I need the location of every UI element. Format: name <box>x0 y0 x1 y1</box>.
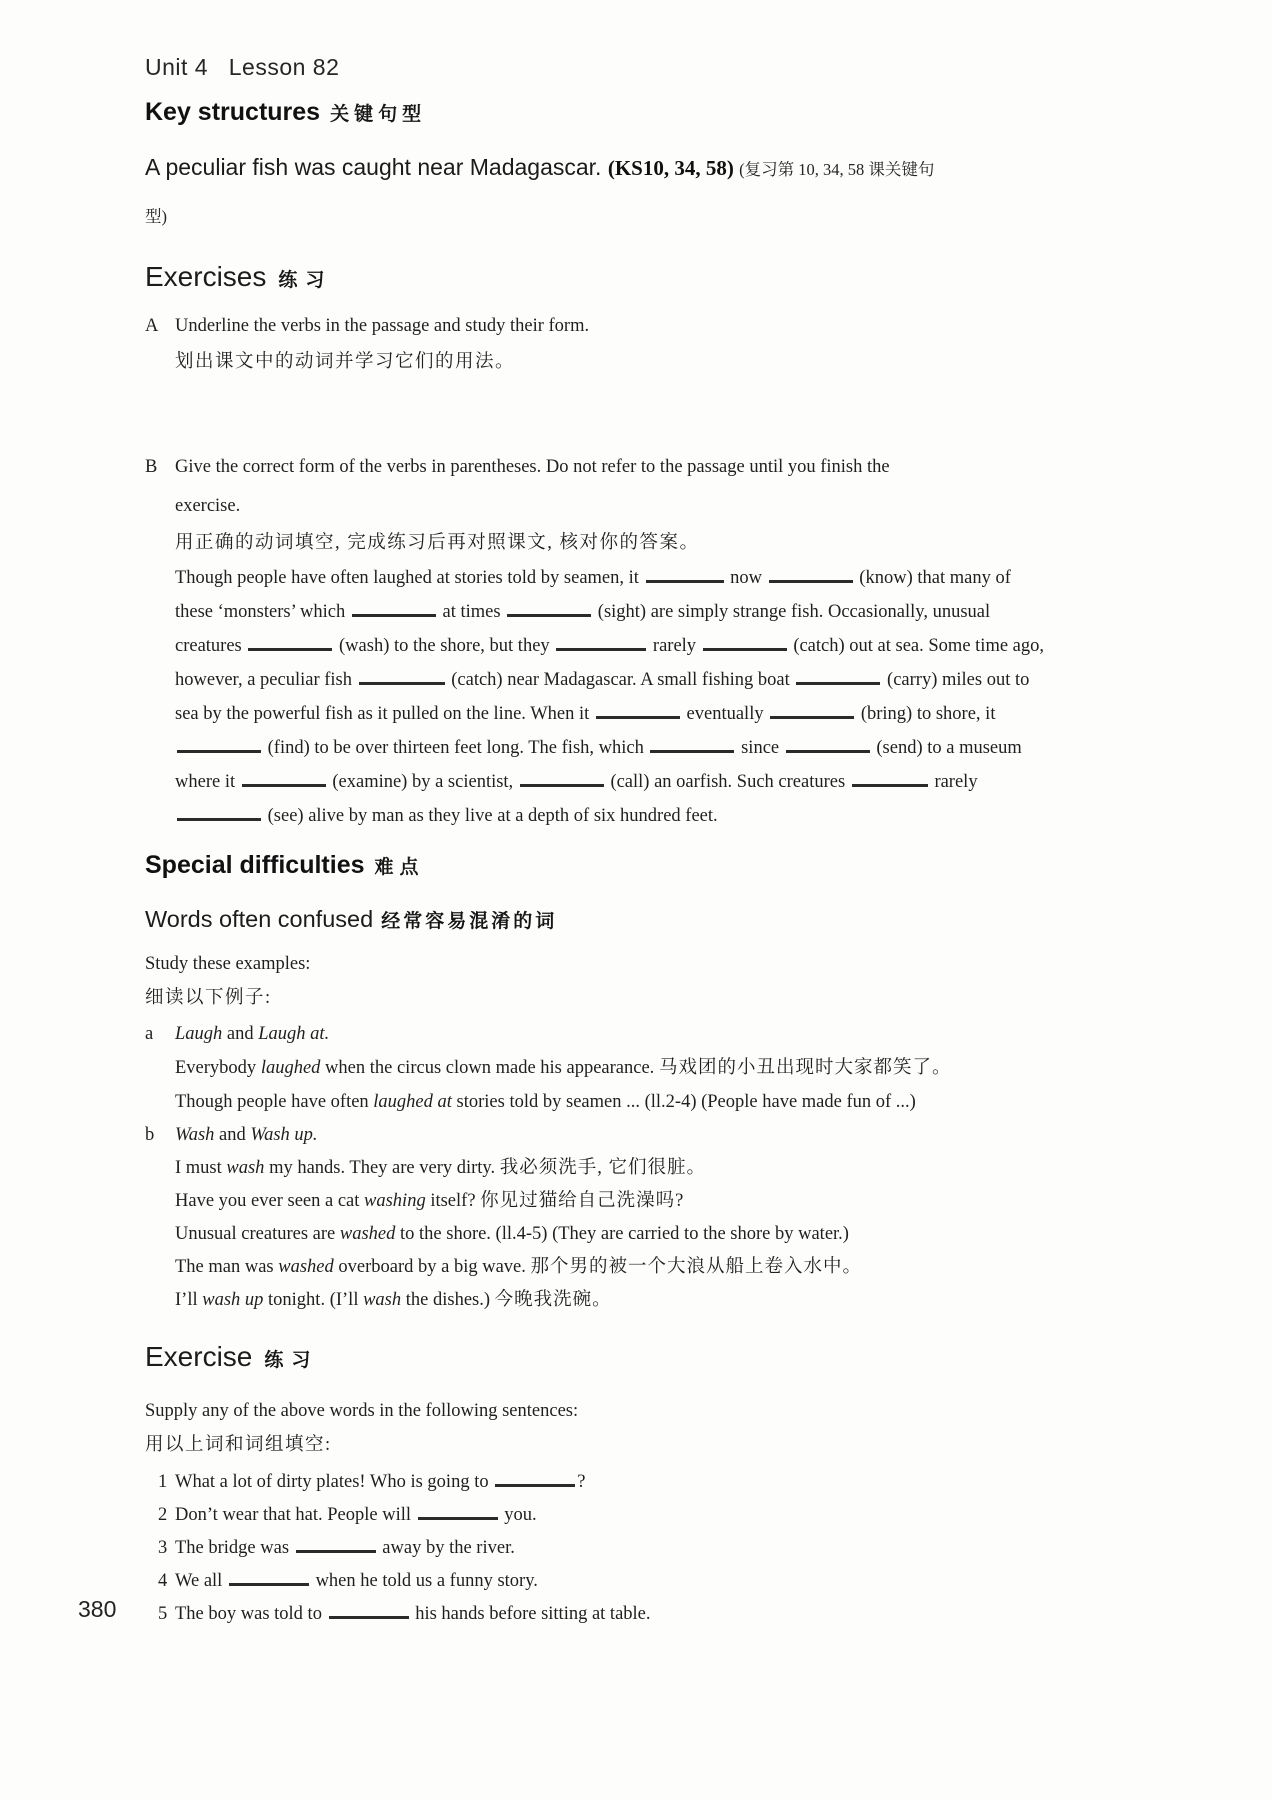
passage-line <box>175 561 1085 595</box>
text-segment: where it <box>175 772 240 792</box>
blank-line <box>352 614 436 617</box>
exercises-heading-zh: 练习 <box>278 270 333 291</box>
text-segment: (KS10, 34, 58) <box>607 156 740 180</box>
text-segment: eventually <box>681 704 769 724</box>
blank-line <box>786 750 870 753</box>
blank-line <box>650 750 734 753</box>
item-label: B <box>145 457 158 477</box>
passage-line <box>175 731 1085 765</box>
text-segment: sea by the powerful fish as it pulled on the line. When it <box>175 704 594 724</box>
exercise-heading-zh: 练习 <box>264 1350 319 1371</box>
text-segment: 我必须洗手, 它们很脏。 <box>499 1158 706 1178</box>
blank-line <box>852 784 928 787</box>
text-segment: rarely <box>648 636 701 656</box>
text-segment: 你见过猫给自己洗澡吗? <box>480 1191 685 1211</box>
text-segment: these ‘monsters’ which <box>175 602 350 622</box>
instruction-line-en: Give the correct form of the verbs in parentheses. Do not refer to the passage until you finish the <box>175 457 890 477</box>
text-segment: (know) that many of <box>854 568 1011 588</box>
instruction-line-zh: 划出课文中的动词并学习它们的用法。 <box>175 352 516 372</box>
blank-line <box>359 682 445 685</box>
text-segment: I’ll <box>175 1290 203 1310</box>
blank-line <box>242 784 326 787</box>
text-segment: rarely <box>929 772 978 792</box>
text-segment: stories told by seamen ... (ll.2-4) (People have made fun of ...) <box>451 1092 916 1112</box>
key-structure-sentence-line <box>145 144 1075 194</box>
text-segment: (see) alive by man as they live at a depth of six hundred feet. <box>263 806 718 826</box>
blank-line <box>418 1517 498 1520</box>
supply-instruction-line: Supply any of the above words in the following sentences: <box>145 1401 579 1421</box>
passage-line <box>175 663 1085 697</box>
example-line <box>175 1085 1085 1119</box>
blank-line <box>296 1550 376 1553</box>
blank-line <box>520 784 604 787</box>
passage-line <box>175 595 1085 629</box>
text-segment: laughed <box>260 1058 321 1078</box>
key-structures-heading-zh: 关键句型 <box>330 104 427 125</box>
text-segment: (bring) to shore, it <box>856 704 996 724</box>
passage-line <box>175 765 1085 799</box>
exercise-heading-en: Exercise <box>145 1341 253 1372</box>
text-segment: The bridge was <box>175 1538 294 1558</box>
words-often-confused-heading-en: Words often confused <box>145 906 374 932</box>
item-number: 4 <box>158 1571 168 1591</box>
text-segment: Have you ever seen a cat <box>175 1191 365 1211</box>
text-segment: (catch) near Madagascar. A small fishing boat <box>446 670 795 690</box>
item-number: 2 <box>158 1505 168 1525</box>
text-segment: (wash) to the shore, but they <box>334 636 555 656</box>
text-segment: wash <box>226 1158 265 1178</box>
text-segment: Laugh at. <box>258 1024 330 1044</box>
text-segment: away by the river. <box>377 1538 515 1558</box>
text-segment: The boy was told to <box>175 1604 327 1624</box>
list-item-line <box>175 1466 1085 1499</box>
instruction-line-en: Underline the verbs in the passage and study their form. <box>175 316 590 336</box>
list-item <box>145 1565 1085 1598</box>
item-number: 1 <box>158 1472 168 1492</box>
words-often-confused-heading-zh: 经常容易混淆的词 <box>381 911 558 932</box>
text-segment: (sight) are simply strange fish. Occasionally, unusual <box>593 602 991 622</box>
blank-line <box>596 716 680 719</box>
blank-line <box>796 682 880 685</box>
text-segment: (catch) out at sea. Some time ago, <box>788 636 1045 656</box>
text-segment: ? <box>577 1472 586 1492</box>
blank-line <box>703 648 787 651</box>
text-segment: I must <box>175 1158 227 1178</box>
example-line <box>175 1251 1085 1284</box>
text-segment: Though people have often <box>175 1092 374 1112</box>
instruction-line-zh: 用正确的动词填空, 完成练习后再对照课文, 核对你的答案。 <box>175 533 700 553</box>
blank-line <box>177 818 261 821</box>
item-label: b <box>145 1125 155 1145</box>
list-item <box>145 1466 1085 1499</box>
exercise-item-a <box>145 308 1085 380</box>
blank-line <box>507 614 591 617</box>
text-segment: Don’t wear that hat. People will <box>175 1505 416 1525</box>
unit-lesson-header: Unit 4 Lesson 82 <box>145 54 340 80</box>
list-item <box>145 1532 1085 1565</box>
words-often-confused-heading <box>145 903 1085 939</box>
example-line <box>175 1119 1085 1152</box>
text-segment: to the shore. (ll.4-5) (They are carried to the shore by water.) <box>395 1224 849 1244</box>
item-label: a <box>145 1024 154 1044</box>
list-item-line <box>175 1598 1085 1631</box>
exercise-item-b <box>145 448 1085 833</box>
text-segment: the dishes.) <box>401 1290 495 1310</box>
list-item-line <box>175 1532 1085 1565</box>
text-segment: at times <box>437 602 506 622</box>
text-segment: my hands. They are very dirty. <box>264 1158 500 1178</box>
passage-line <box>175 697 1085 731</box>
text-segment: washed <box>278 1257 334 1277</box>
text-segment: Unusual creatures are <box>175 1224 340 1244</box>
page-number: 380 <box>78 1596 117 1622</box>
blank-line <box>495 1484 575 1487</box>
text-segment: creatures <box>175 636 247 656</box>
instruction-line-en: exercise. <box>175 496 241 516</box>
blank-line <box>770 716 854 719</box>
item-label: A <box>145 316 159 336</box>
blank-line <box>329 1616 409 1619</box>
page-content <box>145 0 1085 1631</box>
text-segment: (send) to a museum <box>871 738 1022 758</box>
study-examples-line: Study these examples: <box>145 954 311 974</box>
text-segment: when he told us a funny story. <box>310 1571 538 1591</box>
text-segment: (复习第 10, 34, 58 课关键句 <box>739 160 935 179</box>
text-segment: washing <box>364 1191 426 1211</box>
text-segment: and <box>222 1024 259 1044</box>
blank-line <box>177 750 261 753</box>
item-number: 3 <box>158 1538 168 1558</box>
example-line <box>175 1152 1085 1185</box>
passage-line <box>175 629 1085 663</box>
special-difficulties-heading <box>145 849 1085 885</box>
list-item-line <box>175 1499 1085 1532</box>
text-segment: and <box>214 1125 251 1145</box>
exercises-heading-en: Exercises <box>145 261 267 292</box>
text-segment: The man was <box>175 1257 279 1277</box>
text-segment: 型) <box>145 207 167 226</box>
list-item <box>145 1598 1085 1631</box>
text-segment: you. <box>499 1505 537 1525</box>
key-structures-heading <box>145 96 1085 132</box>
text-segment: (examine) by a scientist, <box>327 772 518 792</box>
text-segment: wash <box>363 1290 402 1310</box>
list-item <box>145 1499 1085 1532</box>
text-segment: since <box>736 738 784 758</box>
text-segment: tonight. (I’ll <box>263 1290 364 1310</box>
example-line <box>175 1051 1085 1085</box>
example-line <box>175 1017 1085 1051</box>
text-segment: A peculiar fish was caught near Madagascar. <box>145 154 608 180</box>
passage-line <box>175 799 1085 833</box>
text-segment: Though people have often laughed at stories told by seamen, it <box>175 568 644 588</box>
text-segment: Wash <box>175 1125 215 1145</box>
example-item-a <box>145 1017 1085 1119</box>
text-segment: laughed at <box>373 1092 452 1112</box>
item-number: 5 <box>158 1604 168 1624</box>
list-item-line <box>175 1565 1085 1598</box>
example-line <box>175 1284 1085 1317</box>
text-segment: 今晚我洗碗。 <box>494 1290 612 1310</box>
fill-in-list <box>145 1466 1085 1631</box>
blank-line <box>248 648 332 651</box>
text-segment: however, a peculiar fish <box>175 670 357 690</box>
text-segment: Laugh <box>175 1024 223 1044</box>
text-segment: Everybody <box>175 1058 261 1078</box>
text-segment: washed <box>339 1224 396 1244</box>
blank-line <box>229 1583 309 1586</box>
special-difficulties-heading-en: Special difficulties <box>145 851 365 879</box>
text-segment: his hands before sitting at table. <box>410 1604 651 1624</box>
key-structures-heading-en: Key structures <box>145 98 321 126</box>
example-line <box>175 1218 1085 1251</box>
blank-line <box>646 580 724 583</box>
example-item-b <box>145 1119 1085 1317</box>
key-structure-sentence <box>145 144 1075 241</box>
text-segment: Wash up. <box>250 1125 318 1145</box>
text-segment: (carry) miles out to <box>882 670 1030 690</box>
text-segment: What a lot of dirty plates! Who is going to <box>175 1472 494 1492</box>
supply-instruction-line-zh: 用以上词和词组填空: <box>145 1435 332 1455</box>
text-segment: when the circus clown made his appearance. <box>320 1058 659 1078</box>
text-segment: 马戏团的小丑出现时大家都笑了。 <box>658 1058 952 1078</box>
example-line <box>175 1185 1085 1218</box>
exercises-heading <box>145 259 1085 300</box>
exercise-heading <box>145 1339 1085 1380</box>
blank-line <box>769 580 853 583</box>
text-segment: We all <box>175 1571 227 1591</box>
text-segment: wash up <box>202 1290 264 1310</box>
blank-line <box>556 648 646 651</box>
special-difficulties-heading-zh: 难点 <box>374 857 425 878</box>
text-segment: (call) an oarfish. Such creatures <box>605 772 850 792</box>
text-segment: now <box>725 568 767 588</box>
text-segment: (find) to be over thirteen feet long. The fish, which <box>263 738 649 758</box>
study-examples-line-zh: 细读以下例子: <box>145 988 272 1008</box>
text-segment: itself? <box>425 1191 481 1211</box>
key-structure-sentence-line <box>145 194 1075 241</box>
text-segment: 那个男的被一个大浪从船上卷入水中。 <box>530 1257 863 1277</box>
text-segment: overboard by a big wave. <box>333 1257 531 1277</box>
